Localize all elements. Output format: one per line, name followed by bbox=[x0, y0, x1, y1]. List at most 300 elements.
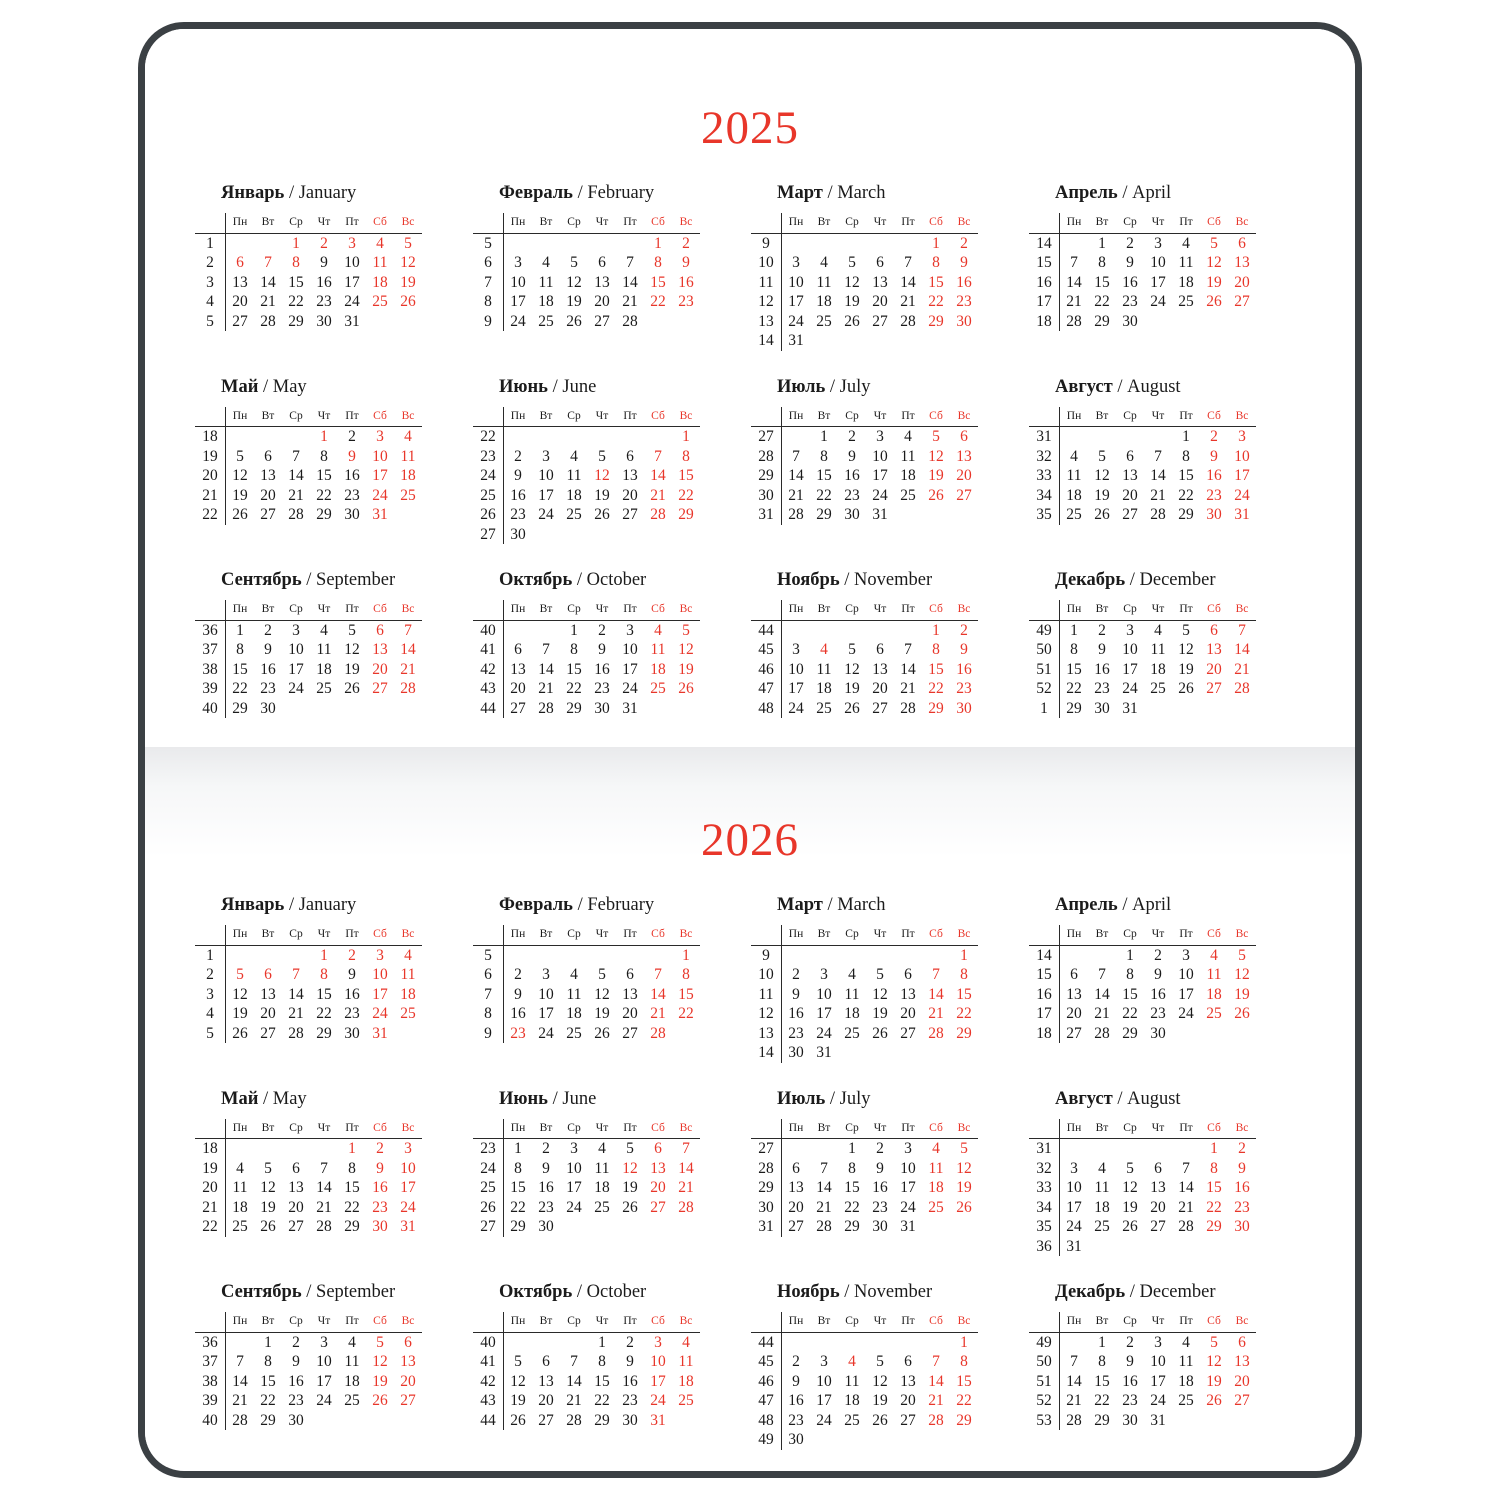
day-cell[interactable]: 23 bbox=[844, 486, 860, 504]
day-cell[interactable]: 22 bbox=[928, 293, 944, 310]
day-cell[interactable]: 7 bbox=[1070, 254, 1078, 271]
day-cell[interactable]: 28 bbox=[650, 1024, 666, 1042]
day-cell[interactable]: 4 bbox=[570, 966, 578, 983]
day-cell[interactable]: 12 bbox=[566, 273, 582, 291]
day-cell[interactable]: 22 bbox=[1122, 1005, 1138, 1022]
day-cell[interactable]: 28 bbox=[678, 1198, 694, 1216]
day-cell[interactable]: 11 bbox=[316, 641, 332, 658]
day-cell[interactable]: 3 bbox=[514, 254, 522, 271]
day-cell[interactable]: 6 bbox=[236, 254, 244, 271]
day-cell[interactable]: 28 bbox=[1066, 1411, 1082, 1429]
day-cell[interactable]: 19 bbox=[956, 1179, 972, 1196]
day-cell[interactable]: 11 bbox=[538, 273, 554, 291]
day-cell[interactable]: 27 bbox=[288, 1218, 304, 1235]
day-cell[interactable]: 2 bbox=[1238, 1140, 1246, 1157]
day-cell[interactable]: 29 bbox=[232, 699, 248, 717]
day-cell[interactable]: 10 bbox=[316, 1353, 332, 1370]
day-cell[interactable]: 6 bbox=[876, 641, 884, 658]
day-cell[interactable]: 1 bbox=[654, 234, 662, 252]
day-cell[interactable]: 1 bbox=[570, 621, 578, 639]
day-cell[interactable]: 29 bbox=[816, 506, 832, 523]
day-cell[interactable]: 5 bbox=[264, 1159, 272, 1177]
day-cell[interactable]: 19 bbox=[566, 293, 582, 310]
day-cell[interactable]: 13 bbox=[232, 273, 248, 291]
day-cell[interactable]: 25 bbox=[538, 312, 554, 330]
day-cell[interactable]: 27 bbox=[900, 1411, 916, 1429]
day-cell[interactable]: 20 bbox=[510, 680, 526, 697]
day-cell[interactable]: 9 bbox=[792, 985, 800, 1003]
day-cell[interactable]: 1 bbox=[1070, 621, 1078, 639]
day-cell[interactable]: 11 bbox=[816, 660, 832, 678]
day-cell[interactable]: 3 bbox=[1238, 428, 1246, 445]
day-cell[interactable]: 1 bbox=[348, 1140, 356, 1157]
day-cell[interactable]: 20 bbox=[622, 1005, 638, 1022]
day-cell[interactable]: 26 bbox=[260, 1218, 276, 1235]
day-cell[interactable]: 9 bbox=[1210, 447, 1218, 465]
day-cell[interactable]: 9 bbox=[682, 254, 690, 271]
day-cell[interactable]: 25 bbox=[232, 1218, 248, 1235]
day-cell[interactable]: 22 bbox=[344, 1198, 360, 1216]
day-cell[interactable]: 28 bbox=[232, 1411, 248, 1429]
day-cell[interactable]: 7 bbox=[1098, 966, 1106, 983]
day-cell[interactable]: 12 bbox=[260, 1179, 276, 1196]
day-cell[interactable]: 17 bbox=[400, 1179, 416, 1196]
day-cell[interactable]: 24 bbox=[1150, 1392, 1166, 1409]
day-cell[interactable]: 21 bbox=[1066, 293, 1082, 310]
day-cell[interactable]: 16 bbox=[678, 273, 694, 291]
day-cell[interactable]: 26 bbox=[872, 1411, 888, 1429]
day-cell[interactable]: 29 bbox=[288, 312, 304, 330]
day-cell[interactable]: 25 bbox=[344, 1392, 360, 1409]
day-cell[interactable]: 12 bbox=[372, 1353, 388, 1370]
day-cell[interactable]: 20 bbox=[1234, 1372, 1250, 1390]
day-cell[interactable]: 6 bbox=[1238, 234, 1246, 252]
day-cell[interactable]: 17 bbox=[816, 1392, 832, 1409]
day-cell[interactable]: 22 bbox=[288, 293, 304, 310]
day-cell[interactable]: 13 bbox=[1066, 985, 1082, 1003]
day-cell[interactable]: 6 bbox=[404, 1333, 412, 1351]
day-cell[interactable]: 18 bbox=[594, 1179, 610, 1196]
day-cell[interactable]: 22 bbox=[316, 1005, 332, 1022]
day-cell[interactable]: 28 bbox=[316, 1218, 332, 1235]
day-cell[interactable]: 22 bbox=[232, 680, 248, 697]
day-cell[interactable]: 2 bbox=[1154, 946, 1162, 964]
day-cell[interactable]: 24 bbox=[650, 1392, 666, 1409]
day-cell[interactable]: 24 bbox=[1150, 293, 1166, 310]
day-cell[interactable]: 31 bbox=[372, 1024, 388, 1042]
day-cell[interactable]: 1 bbox=[682, 946, 690, 964]
day-cell[interactable]: 15 bbox=[678, 985, 694, 1003]
day-cell[interactable]: 17 bbox=[622, 660, 638, 678]
day-cell[interactable]: 8 bbox=[1126, 966, 1134, 983]
day-cell[interactable]: 15 bbox=[844, 1179, 860, 1196]
day-cell[interactable]: 15 bbox=[594, 1372, 610, 1390]
day-cell[interactable]: 15 bbox=[232, 660, 248, 678]
day-cell[interactable]: 22 bbox=[956, 1392, 972, 1409]
day-cell[interactable]: 20 bbox=[400, 1372, 416, 1390]
day-cell[interactable]: 14 bbox=[316, 1179, 332, 1196]
day-cell[interactable]: 12 bbox=[400, 254, 416, 271]
day-cell[interactable]: 9 bbox=[1126, 1353, 1134, 1370]
day-cell[interactable]: 15 bbox=[678, 467, 694, 484]
day-cell[interactable]: 22 bbox=[566, 680, 582, 697]
day-cell[interactable]: 20 bbox=[900, 1392, 916, 1409]
day-cell[interactable]: 13 bbox=[260, 985, 276, 1003]
day-cell[interactable]: 27 bbox=[1066, 1024, 1082, 1042]
day-cell[interactable]: 16 bbox=[288, 1372, 304, 1390]
day-cell[interactable]: 6 bbox=[1070, 966, 1078, 983]
day-cell[interactable]: 24 bbox=[538, 506, 554, 523]
day-cell[interactable]: 21 bbox=[928, 1005, 944, 1022]
day-cell[interactable]: 28 bbox=[928, 1411, 944, 1429]
day-cell[interactable]: 4 bbox=[570, 447, 578, 465]
day-cell[interactable]: 15 bbox=[1178, 467, 1194, 484]
day-cell[interactable]: 4 bbox=[848, 966, 856, 983]
day-cell[interactable]: 3 bbox=[1182, 946, 1190, 964]
day-cell[interactable]: 28 bbox=[622, 312, 638, 330]
day-cell[interactable]: 17 bbox=[538, 486, 554, 504]
day-cell[interactable]: 5 bbox=[1238, 946, 1246, 964]
day-cell[interactable]: 21 bbox=[622, 293, 638, 310]
day-cell[interactable]: 18 bbox=[566, 1005, 582, 1022]
day-cell[interactable]: 5 bbox=[598, 966, 606, 983]
day-cell[interactable]: 13 bbox=[872, 660, 888, 678]
day-cell[interactable]: 9 bbox=[514, 467, 522, 484]
day-cell[interactable]: 20 bbox=[788, 1198, 804, 1216]
day-cell[interactable]: 12 bbox=[956, 1159, 972, 1177]
day-cell[interactable]: 24 bbox=[372, 1005, 388, 1022]
day-cell[interactable]: 4 bbox=[404, 946, 412, 964]
day-cell[interactable]: 6 bbox=[514, 641, 522, 658]
day-cell[interactable]: 19 bbox=[928, 467, 944, 484]
day-cell[interactable]: 14 bbox=[538, 660, 554, 678]
day-cell[interactable]: 24 bbox=[816, 1024, 832, 1042]
day-cell[interactable]: 27 bbox=[900, 1024, 916, 1042]
day-cell[interactable]: 2 bbox=[514, 447, 522, 465]
day-cell[interactable]: 3 bbox=[1154, 1333, 1162, 1351]
day-cell[interactable]: 17 bbox=[1150, 273, 1166, 291]
day-cell[interactable]: 21 bbox=[900, 293, 916, 310]
day-cell[interactable]: 5 bbox=[376, 1333, 384, 1351]
day-cell[interactable]: 25 bbox=[1178, 1392, 1194, 1409]
day-cell[interactable]: 12 bbox=[1094, 467, 1110, 484]
day-cell[interactable]: 13 bbox=[622, 467, 638, 484]
day-cell[interactable]: 19 bbox=[1122, 1198, 1138, 1216]
day-cell[interactable]: 25 bbox=[594, 1198, 610, 1216]
day-cell[interactable]: 30 bbox=[1234, 1218, 1250, 1235]
day-cell[interactable]: 2 bbox=[320, 234, 328, 252]
day-cell[interactable]: 15 bbox=[288, 273, 304, 291]
day-cell[interactable]: 15 bbox=[1094, 1372, 1110, 1390]
day-cell[interactable]: 17 bbox=[816, 1005, 832, 1022]
day-cell[interactable]: 23 bbox=[260, 680, 276, 697]
day-cell[interactable]: 25 bbox=[566, 1024, 582, 1042]
day-cell[interactable]: 22 bbox=[1094, 1392, 1110, 1409]
day-cell[interactable]: 16 bbox=[956, 273, 972, 291]
day-cell[interactable]: 22 bbox=[650, 293, 666, 310]
day-cell[interactable]: 20 bbox=[372, 660, 388, 678]
day-cell[interactable]: 7 bbox=[1154, 447, 1162, 465]
day-cell[interactable]: 23 bbox=[1094, 680, 1110, 697]
day-cell[interactable]: 23 bbox=[344, 486, 360, 504]
day-cell[interactable]: 1 bbox=[320, 946, 328, 964]
day-cell[interactable]: 21 bbox=[288, 486, 304, 504]
day-cell[interactable]: 18 bbox=[400, 985, 416, 1003]
day-cell[interactable]: 24 bbox=[1178, 1005, 1194, 1022]
day-cell[interactable]: 9 bbox=[376, 1159, 384, 1177]
day-cell[interactable]: 11 bbox=[232, 1179, 248, 1196]
day-cell[interactable]: 8 bbox=[1098, 1353, 1106, 1370]
day-cell[interactable]: 29 bbox=[844, 1218, 860, 1235]
day-cell[interactable]: 28 bbox=[1066, 312, 1082, 330]
day-cell[interactable]: 26 bbox=[622, 1198, 638, 1216]
day-cell[interactable]: 13 bbox=[1206, 641, 1222, 658]
day-cell[interactable]: 8 bbox=[654, 254, 662, 271]
day-cell[interactable]: 5 bbox=[848, 254, 856, 271]
day-cell[interactable]: 1 bbox=[320, 428, 328, 445]
day-cell[interactable]: 29 bbox=[1094, 1411, 1110, 1429]
day-cell[interactable]: 4 bbox=[904, 428, 912, 445]
day-cell[interactable]: 16 bbox=[622, 1372, 638, 1390]
day-cell[interactable]: 28 bbox=[1150, 506, 1166, 523]
day-cell[interactable]: 18 bbox=[344, 1372, 360, 1390]
day-cell[interactable]: 10 bbox=[1178, 966, 1194, 983]
day-cell[interactable]: 21 bbox=[566, 1392, 582, 1409]
day-cell[interactable]: 26 bbox=[232, 506, 248, 523]
day-cell[interactable]: 26 bbox=[510, 1411, 526, 1429]
day-cell[interactable]: 20 bbox=[622, 486, 638, 504]
day-cell[interactable]: 27 bbox=[594, 312, 610, 330]
day-cell[interactable]: 31 bbox=[372, 506, 388, 523]
day-cell[interactable]: 13 bbox=[900, 1372, 916, 1390]
day-cell[interactable]: 22 bbox=[1066, 680, 1082, 697]
day-cell[interactable]: 19 bbox=[872, 1005, 888, 1022]
day-cell[interactable]: 8 bbox=[682, 966, 690, 983]
day-cell[interactable]: 13 bbox=[594, 273, 610, 291]
day-cell[interactable]: 21 bbox=[288, 1005, 304, 1022]
day-cell[interactable]: 19 bbox=[1234, 985, 1250, 1003]
day-cell[interactable]: 26 bbox=[1178, 680, 1194, 697]
day-cell[interactable]: 28 bbox=[400, 680, 416, 697]
day-cell[interactable]: 31 bbox=[400, 1218, 416, 1235]
day-cell[interactable]: 20 bbox=[260, 1005, 276, 1022]
day-cell[interactable]: 13 bbox=[788, 1179, 804, 1196]
day-cell[interactable]: 24 bbox=[372, 486, 388, 504]
day-cell[interactable]: 15 bbox=[928, 273, 944, 291]
day-cell[interactable]: 21 bbox=[900, 680, 916, 697]
day-cell[interactable]: 5 bbox=[236, 447, 244, 465]
day-cell[interactable]: 3 bbox=[792, 641, 800, 658]
day-cell[interactable]: 3 bbox=[1154, 234, 1162, 252]
day-cell[interactable]: 8 bbox=[598, 1353, 606, 1370]
day-cell[interactable]: 6 bbox=[1238, 1333, 1246, 1351]
day-cell[interactable]: 26 bbox=[594, 1024, 610, 1042]
day-cell[interactable]: 22 bbox=[816, 486, 832, 504]
day-cell[interactable]: 15 bbox=[956, 985, 972, 1003]
day-cell[interactable]: 9 bbox=[792, 1372, 800, 1390]
day-cell[interactable]: 12 bbox=[344, 641, 360, 658]
day-cell[interactable]: 2 bbox=[514, 966, 522, 983]
day-cell[interactable]: 10 bbox=[372, 966, 388, 983]
day-cell[interactable]: 11 bbox=[1150, 641, 1166, 658]
day-cell[interactable]: 19 bbox=[622, 1179, 638, 1196]
day-cell[interactable]: 23 bbox=[788, 1024, 804, 1042]
day-cell[interactable]: 21 bbox=[788, 486, 804, 504]
day-cell[interactable]: 23 bbox=[1150, 1005, 1166, 1022]
day-cell[interactable]: 26 bbox=[956, 1198, 972, 1216]
day-cell[interactable]: 14 bbox=[816, 1179, 832, 1196]
day-cell[interactable]: 29 bbox=[1178, 506, 1194, 523]
day-cell[interactable]: 13 bbox=[538, 1372, 554, 1390]
day-cell[interactable]: 9 bbox=[542, 1159, 550, 1177]
day-cell[interactable]: 16 bbox=[1122, 1372, 1138, 1390]
day-cell[interactable]: 10 bbox=[816, 1372, 832, 1390]
day-cell[interactable]: 7 bbox=[1070, 1353, 1078, 1370]
day-cell[interactable]: 14 bbox=[928, 1372, 944, 1390]
day-cell[interactable]: 4 bbox=[820, 641, 828, 658]
day-cell[interactable]: 27 bbox=[872, 699, 888, 717]
day-cell[interactable]: 31 bbox=[788, 332, 804, 349]
day-cell[interactable]: 11 bbox=[566, 985, 582, 1003]
day-cell[interactable]: 8 bbox=[1098, 254, 1106, 271]
day-cell[interactable]: 2 bbox=[626, 1333, 634, 1351]
day-cell[interactable]: 21 bbox=[650, 1005, 666, 1022]
day-cell[interactable]: 25 bbox=[400, 1005, 416, 1022]
day-cell[interactable]: 17 bbox=[650, 1372, 666, 1390]
day-cell[interactable]: 1 bbox=[1182, 428, 1190, 445]
day-cell[interactable]: 6 bbox=[542, 1353, 550, 1370]
day-cell[interactable]: 28 bbox=[816, 1218, 832, 1235]
day-cell[interactable]: 16 bbox=[788, 1005, 804, 1022]
day-cell[interactable]: 26 bbox=[1122, 1218, 1138, 1235]
day-cell[interactable]: 29 bbox=[316, 1024, 332, 1042]
day-cell[interactable]: 26 bbox=[232, 1024, 248, 1042]
day-cell[interactable]: 25 bbox=[1066, 506, 1082, 523]
day-cell[interactable]: 5 bbox=[598, 447, 606, 465]
day-cell[interactable]: 19 bbox=[872, 1392, 888, 1409]
day-cell[interactable]: 12 bbox=[872, 985, 888, 1003]
day-cell[interactable]: 18 bbox=[1094, 1198, 1110, 1216]
day-cell[interactable]: 29 bbox=[594, 1411, 610, 1429]
day-cell[interactable]: 2 bbox=[792, 966, 800, 983]
day-cell[interactable]: 31 bbox=[344, 312, 360, 330]
day-cell[interactable]: 26 bbox=[1094, 506, 1110, 523]
day-cell[interactable]: 3 bbox=[626, 621, 634, 639]
day-cell[interactable]: 5 bbox=[514, 1353, 522, 1370]
day-cell[interactable]: 12 bbox=[844, 273, 860, 291]
day-cell[interactable]: 2 bbox=[1098, 621, 1106, 639]
day-cell[interactable]: 12 bbox=[622, 1159, 638, 1177]
day-cell[interactable]: 2 bbox=[960, 234, 968, 252]
day-cell[interactable]: 2 bbox=[264, 621, 272, 639]
day-cell[interactable]: 15 bbox=[344, 1179, 360, 1196]
day-cell[interactable]: 6 bbox=[264, 447, 272, 465]
day-cell[interactable]: 14 bbox=[1234, 641, 1250, 658]
day-cell[interactable]: 22 bbox=[510, 1198, 526, 1216]
day-cell[interactable]: 22 bbox=[1094, 293, 1110, 310]
day-cell[interactable]: 12 bbox=[844, 660, 860, 678]
day-cell[interactable]: 13 bbox=[1122, 467, 1138, 484]
day-cell[interactable]: 5 bbox=[876, 966, 884, 983]
day-cell[interactable]: 9 bbox=[848, 447, 856, 465]
day-cell[interactable]: 21 bbox=[1066, 1392, 1082, 1409]
day-cell[interactable]: 4 bbox=[376, 234, 384, 252]
day-cell[interactable]: 14 bbox=[622, 273, 638, 291]
day-cell[interactable]: 2 bbox=[598, 621, 606, 639]
day-cell[interactable]: 5 bbox=[876, 1353, 884, 1370]
day-cell[interactable]: 3 bbox=[320, 1333, 328, 1351]
day-cell[interactable]: 7 bbox=[264, 254, 272, 271]
day-cell[interactable]: 2 bbox=[1126, 234, 1134, 252]
day-cell[interactable]: 8 bbox=[1210, 1159, 1218, 1177]
day-cell[interactable]: 28 bbox=[260, 312, 276, 330]
day-cell[interactable]: 1 bbox=[932, 621, 940, 639]
day-cell[interactable]: 20 bbox=[594, 293, 610, 310]
day-cell[interactable]: 2 bbox=[960, 621, 968, 639]
day-cell[interactable]: 23 bbox=[538, 1198, 554, 1216]
day-cell[interactable]: 10 bbox=[816, 985, 832, 1003]
day-cell[interactable]: 24 bbox=[1066, 1218, 1082, 1235]
day-cell[interactable]: 2 bbox=[1126, 1333, 1134, 1351]
day-cell[interactable]: 6 bbox=[1210, 621, 1218, 639]
day-cell[interactable]: 24 bbox=[510, 312, 526, 330]
day-cell[interactable]: 14 bbox=[1178, 1179, 1194, 1196]
day-cell[interactable]: 23 bbox=[678, 293, 694, 310]
day-cell[interactable]: 24 bbox=[816, 1411, 832, 1429]
day-cell[interactable]: 29 bbox=[928, 699, 944, 717]
day-cell[interactable]: 23 bbox=[1206, 486, 1222, 504]
day-cell[interactable]: 5 bbox=[626, 1140, 634, 1157]
day-cell[interactable]: 17 bbox=[372, 985, 388, 1003]
day-cell[interactable]: 24 bbox=[316, 1392, 332, 1409]
day-cell[interactable]: 10 bbox=[900, 1159, 916, 1177]
day-cell[interactable]: 17 bbox=[288, 660, 304, 678]
day-cell[interactable]: 10 bbox=[788, 273, 804, 291]
day-cell[interactable]: 11 bbox=[372, 254, 388, 271]
day-cell[interactable]: 3 bbox=[348, 234, 356, 252]
day-cell[interactable]: 28 bbox=[1094, 1024, 1110, 1042]
day-cell[interactable]: 16 bbox=[344, 985, 360, 1003]
day-cell[interactable]: 23 bbox=[1122, 1392, 1138, 1409]
day-cell[interactable]: 29 bbox=[956, 1024, 972, 1042]
day-cell[interactable]: 4 bbox=[1098, 1159, 1106, 1177]
day-cell[interactable]: 17 bbox=[1122, 660, 1138, 678]
day-cell[interactable]: 18 bbox=[650, 660, 666, 678]
day-cell[interactable]: 28 bbox=[288, 506, 304, 523]
day-cell[interactable]: 19 bbox=[594, 486, 610, 504]
day-cell[interactable]: 12 bbox=[1122, 1179, 1138, 1196]
day-cell[interactable]: 19 bbox=[594, 1005, 610, 1022]
day-cell[interactable]: 2 bbox=[348, 946, 356, 964]
day-cell[interactable]: 7 bbox=[904, 254, 912, 271]
day-cell[interactable]: 26 bbox=[400, 293, 416, 310]
day-cell[interactable]: 18 bbox=[1178, 1372, 1194, 1390]
day-cell[interactable]: 17 bbox=[900, 1179, 916, 1196]
day-cell[interactable]: 22 bbox=[1178, 486, 1194, 504]
day-cell[interactable]: 30 bbox=[956, 312, 972, 330]
day-cell[interactable]: 18 bbox=[900, 467, 916, 484]
day-cell[interactable]: 8 bbox=[292, 254, 300, 271]
day-cell[interactable]: 14 bbox=[400, 641, 416, 658]
day-cell[interactable]: 20 bbox=[900, 1005, 916, 1022]
day-cell[interactable]: 5 bbox=[1126, 1159, 1134, 1177]
day-cell[interactable]: 13 bbox=[400, 1353, 416, 1370]
day-cell[interactable]: 22 bbox=[678, 1005, 694, 1022]
day-cell[interactable]: 27 bbox=[622, 506, 638, 523]
day-cell[interactable]: 25 bbox=[900, 486, 916, 504]
day-cell[interactable]: 15 bbox=[316, 467, 332, 484]
day-cell[interactable]: 14 bbox=[650, 467, 666, 484]
